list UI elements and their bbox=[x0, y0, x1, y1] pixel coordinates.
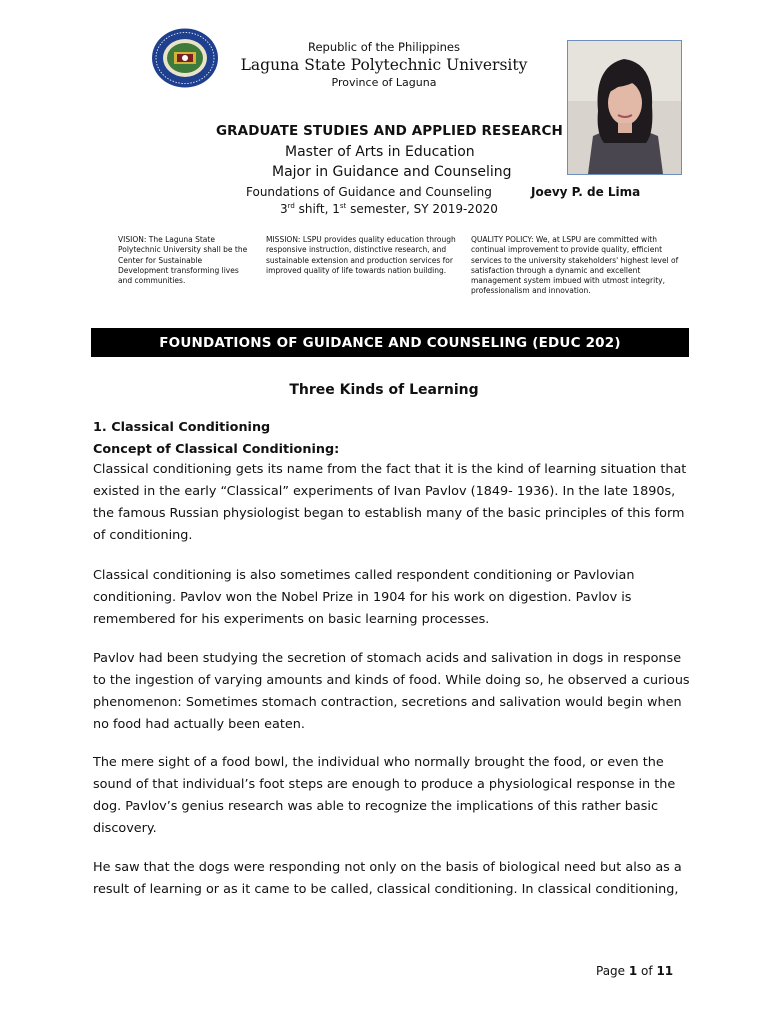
heading-concept: Concept of Classical Conditioning: bbox=[93, 442, 340, 457]
title-bar bbox=[91, 328, 689, 357]
paragraph-3: Pavlov had been studying the secretion of stomach acids and salivation in dogs in response to the ingestion of varying amounts and kinds of food. While doing so, he observed a curious phenomenon: Sometimes stomach contraction, secretions and salivation would begin when no food had actually been eaten. bbox=[93, 651, 690, 732]
major-title: Major in Guidance and Counseling bbox=[272, 164, 512, 180]
page-number: Page 1 of 11 bbox=[596, 964, 674, 978]
province-line: Province of Laguna bbox=[331, 76, 437, 89]
heading-classical-conditioning: 1. Classical Conditioning bbox=[93, 420, 271, 435]
quality-policy: QUALITY POLICY: We, at LSPU are committed with continual improvement to provide quality, efficient services to the university stakeholders' highest level of satisfaction through a dynamic and excellent management system imbued with utmost integrity, professionalism and innovation. bbox=[471, 235, 679, 296]
program-title: Master of Arts in Education bbox=[285, 144, 475, 160]
author-name: Joevy P. de Lima bbox=[531, 185, 641, 199]
vision-statement: VISION: The Laguna State Polytechnic University shall be the Center for Sustainable Development transforming lives and communities. bbox=[118, 235, 248, 286]
paragraph-4: The mere sight of a food bowl, the individual who normally brought the food, or even the sound of that individual’s foot steps are enough to produce a physiological response in the dog. Pavlov’s genius research was able to recognize the implications of this rather basic discovery. bbox=[93, 755, 676, 836]
course-name: Foundations of Guidance and Counseling bbox=[246, 185, 492, 199]
department-title: GRADUATE STUDIES AND APPLIED RESEARCH bbox=[216, 123, 563, 139]
section-subtitle: Three Kinds of Learning bbox=[289, 382, 479, 398]
paragraph-5: He saw that the dogs were responding not only on the basis of biological need but also as a result of learning or as it came to be called, classical conditioning. In classical conditioning, bbox=[93, 860, 682, 897]
paragraph-2: Classical conditioning is also sometimes called respondent conditioning or Pavlovian conditioning. Pavlov won the Nobel Prize in 1904 for his work on digestion. Pavlov is remembered for his experiments on basic learning processes. bbox=[93, 568, 635, 627]
university-name: Laguna State Polytechnic University bbox=[240, 56, 528, 74]
mission-statement: MISSION: LSPU provides quality education through responsive instruction, distinctive research, and sustainable extension and production services for improved quality of life towards nation building. bbox=[266, 235, 456, 275]
author-photo bbox=[567, 40, 682, 175]
republic-line: Republic of the Philippines bbox=[307, 40, 461, 54]
paragraph-1: Classical conditioning gets its name from the fact that it is the kind of learning situation that existed in the early “Classical” experiments of Ivan Pavlov (1849- 1936). In the late 1890s, the famous Russian physiologist began to establish many of the basic principles of this form of conditioning. bbox=[93, 462, 687, 543]
shift-semester-line: 3rd shift, 1st semester, SY 2019-2020 bbox=[280, 202, 498, 216]
title-bar-text: FOUNDATIONS OF GUIDANCE AND COUNSELING (EDUC 202) bbox=[159, 334, 621, 351]
